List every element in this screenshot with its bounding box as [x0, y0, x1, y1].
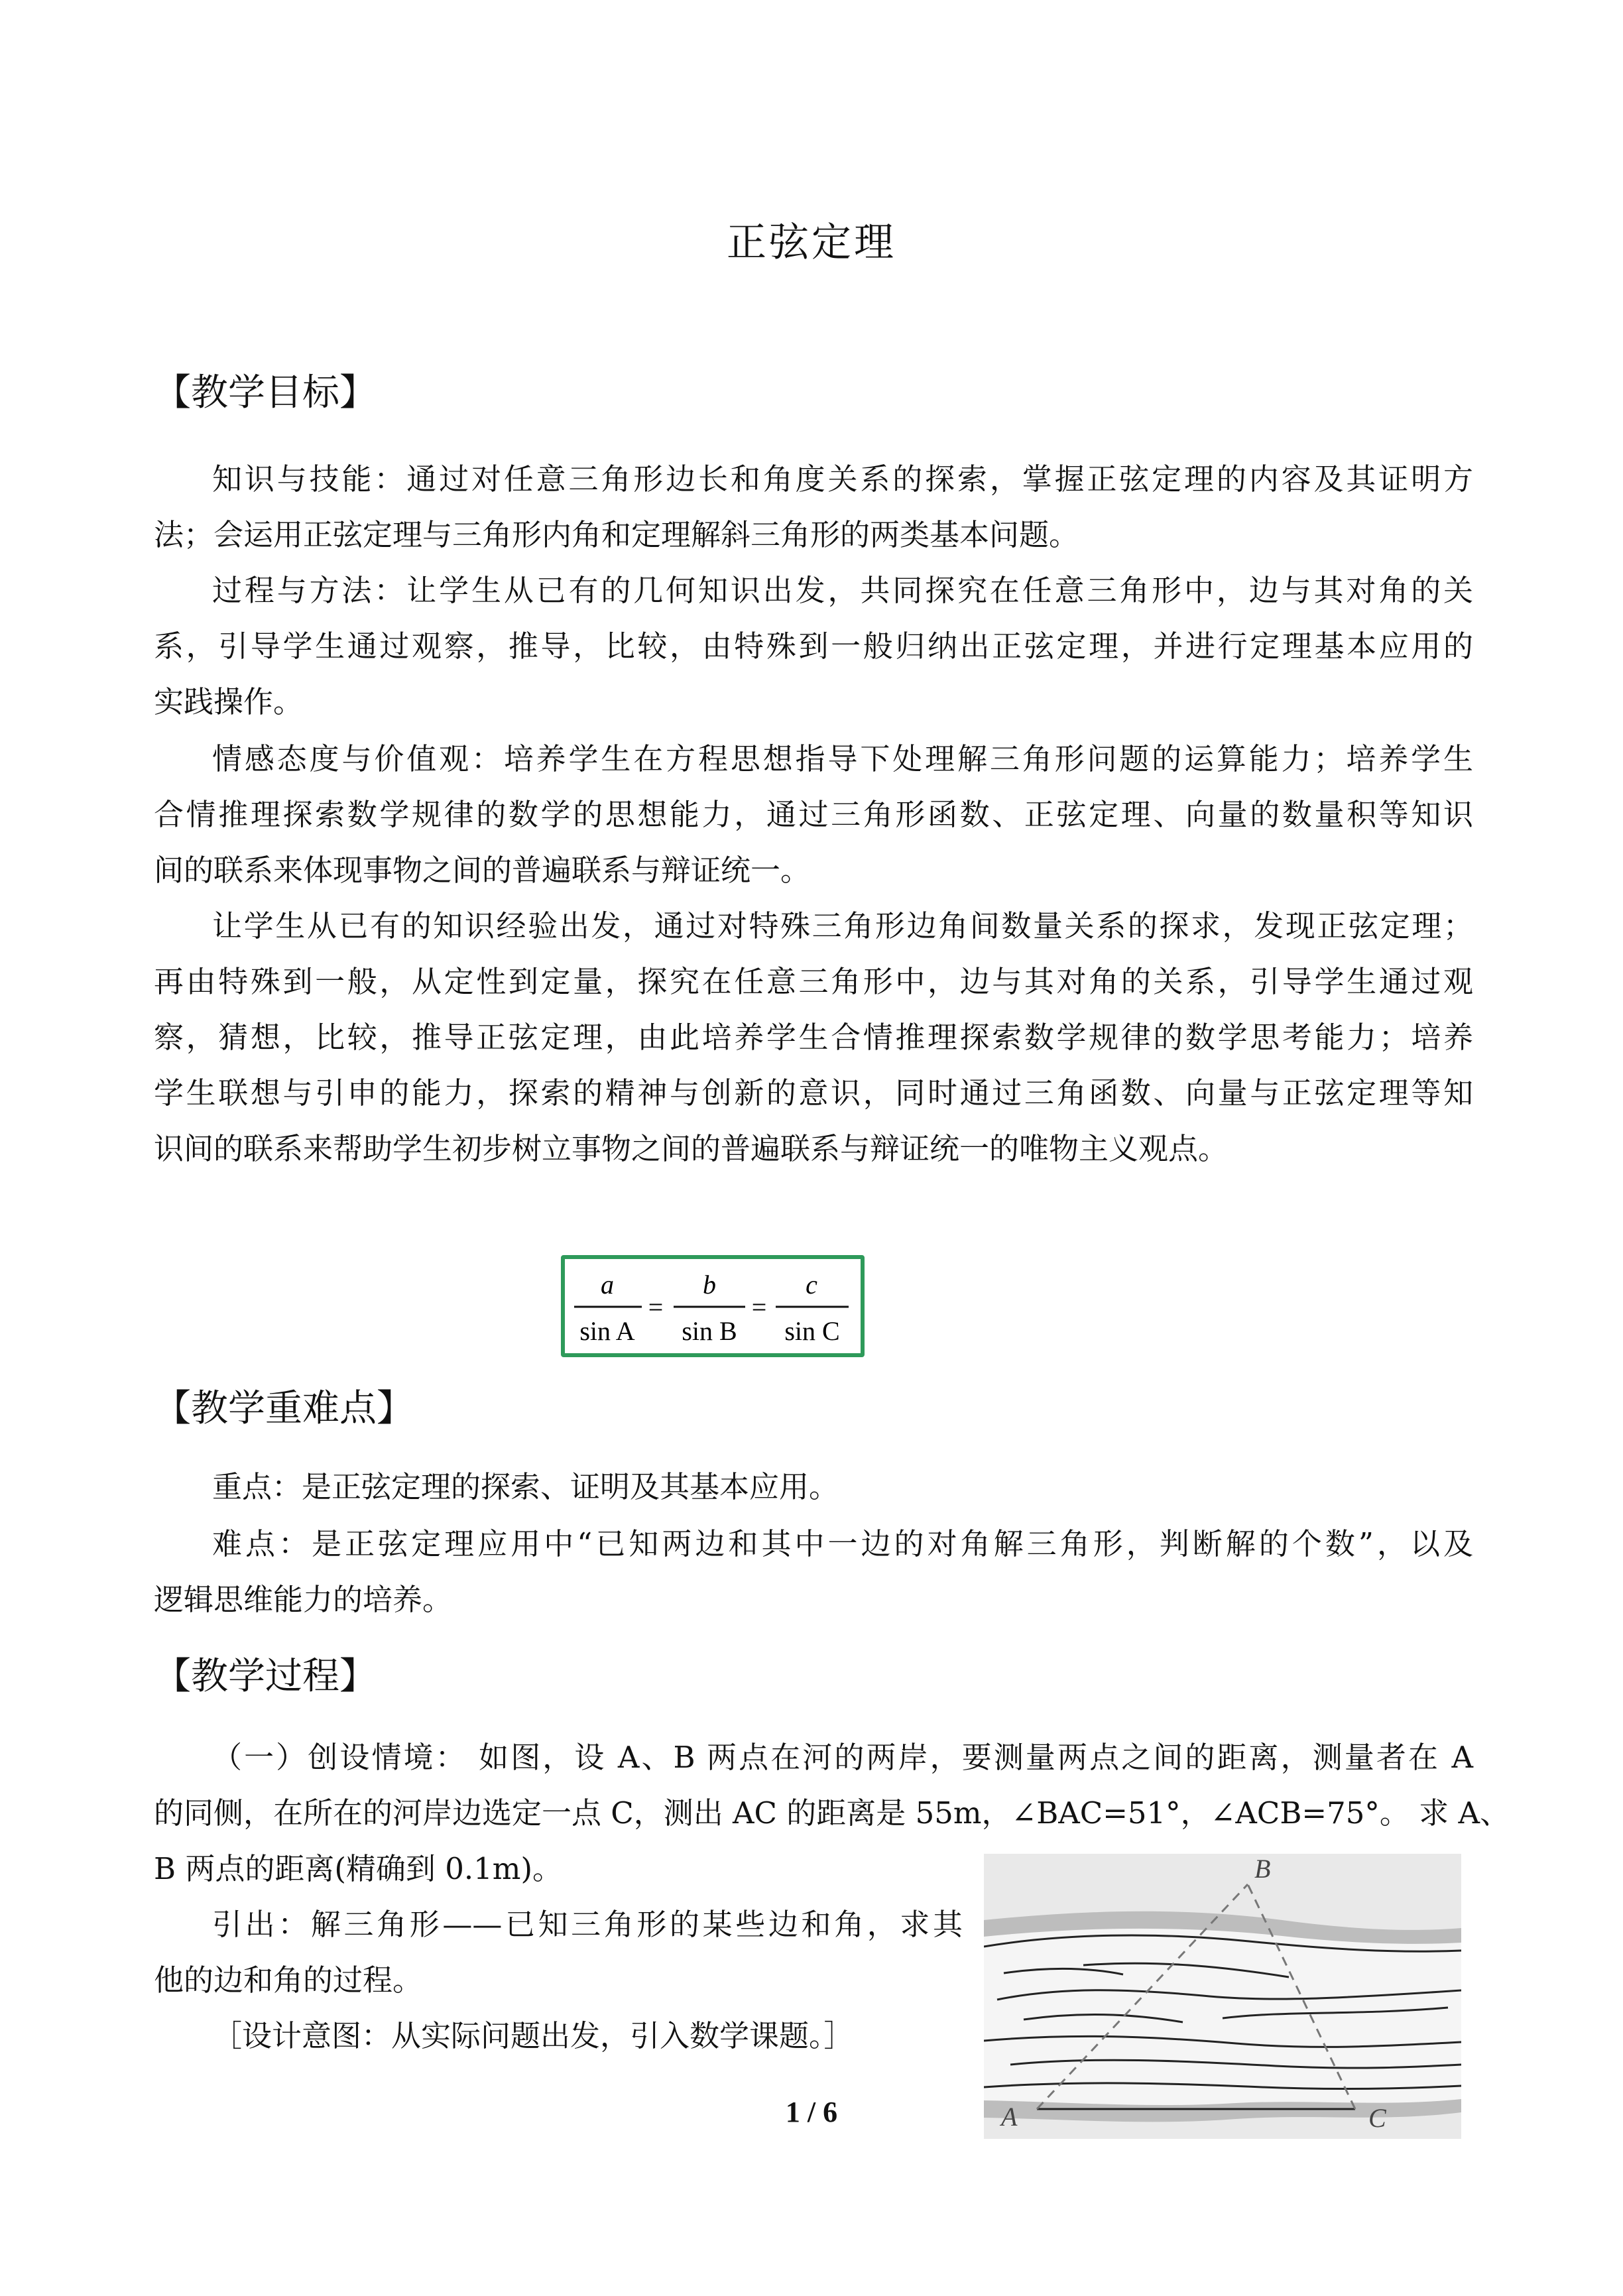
keypoint-difficult-line-1: 难点：是正弦定理应用中“已知两边和其中一边的对角解三角形，判断解的个数”，以及	[212, 1526, 1473, 1561]
page-title: 正弦定理	[727, 219, 896, 266]
intro-line-1: 引出：解三角形——已知三角形的某些边和角，求其	[212, 1907, 963, 1942]
formula-eq-2: =	[751, 1292, 767, 1322]
goal-process-line-3: 实践操作。	[154, 684, 304, 719]
formula-den-b: sin B	[682, 1316, 737, 1346]
goal-knowledge-line-1: 知识与技能：通过对任意三角形边长和角度关系的探索，掌握正弦定理的内容及其证明方	[212, 461, 1473, 497]
goal-extra-line-3: 察，猜想，比较，推导正弦定理，由此培养学生合情推理探索数学规律的数学思考能力；培养	[154, 1020, 1473, 1055]
scenario-line-1: （一）创设情境： 如图，设 A、B 两点在河的两岸，要测量两点之间的距离，测量者在 A	[212, 1740, 1473, 1775]
formula-eq-1: =	[648, 1292, 664, 1322]
goal-process-line-1: 过程与方法：让学生从已有的几何知识出发，共同探究在任意三角形中，边与其对角的关	[212, 573, 1473, 608]
goal-knowledge-line-2: 法；会运用正弦定理与三角形内角和定理解斜三角形的两类基本问题。	[154, 517, 1079, 552]
label-c: C	[1368, 2103, 1386, 2133]
intro-line-2: 他的边和角的过程。	[154, 1963, 423, 1998]
heading-goals: 【教学目标】	[154, 371, 377, 414]
scenario-line-3: B 两点的距离(精确到 0.1m)。	[154, 1851, 563, 1886]
keypoint-key: 重点：是正弦定理的探索、证明及其基本应用。	[212, 1469, 839, 1504]
goal-extra-line-2: 再由特殊到一般，从定性到定量，探究在任意三角形中，边与其对角的关系，引导学生通过观	[154, 964, 1473, 999]
heading-keypoints: 【教学重难点】	[154, 1387, 414, 1430]
keypoint-difficult-line-2: 逻辑思维能力的培养。	[154, 1582, 453, 1617]
formula-den-c: sin C	[784, 1316, 840, 1346]
goal-extra-line-5: 识间的联系来帮助学生初步树立事物之间的普遍联系与辩证统一的唯物主义观点。	[154, 1131, 1229, 1166]
formula-num-b: b	[703, 1270, 716, 1299]
formula-den-a: sin A	[579, 1316, 635, 1346]
formula-num-c: c	[806, 1270, 817, 1299]
goal-process-line-2: 系，引导学生通过观察，推导，比较，由特殊到一般归纳出正弦定理，并进行定理基本应用的	[154, 629, 1473, 664]
sine-law-formula	[561, 1255, 865, 1357]
page-number: 1 / 6	[785, 2096, 838, 2128]
goal-extra-line-4: 学生联想与引申的能力，探索的精神与创新的意识，同时通过三角函数、向量与正弦定理等知	[154, 1075, 1473, 1111]
scenario-line-2: 的同侧，在所在的河岸边选定一点 C，测出 AC 的距离是 55m，∠BAC=51°，∠ACB=75°。 求 A、	[154, 1795, 1510, 1831]
goal-emotion-line-1: 情感态度与价值观：培养学生在方程思想指导下处理解三角形问题的运算能力；培养学生	[212, 741, 1473, 776]
goal-extra-line-1: 让学生从已有的知识经验出发，通过对特殊三角形边角间数量关系的探求，发现正弦定理；	[212, 908, 1473, 943]
design-intent: ［设计意图：从实际问题出发，引入数学课题。］	[212, 2018, 854, 2053]
goal-emotion-line-3: 间的联系来体现事物之间的普遍联系与辩证统一。	[154, 853, 811, 888]
formula-num-a: a	[601, 1270, 614, 1299]
label-a: A	[1001, 2102, 1018, 2132]
label-b: B	[1254, 1854, 1271, 1884]
goal-emotion-line-2: 合情推理探索数学规律的数学的思想能力，通过三角形函数、正弦定理、向量的数量积等知识	[154, 797, 1473, 832]
heading-process: 【教学过程】	[154, 1655, 377, 1698]
